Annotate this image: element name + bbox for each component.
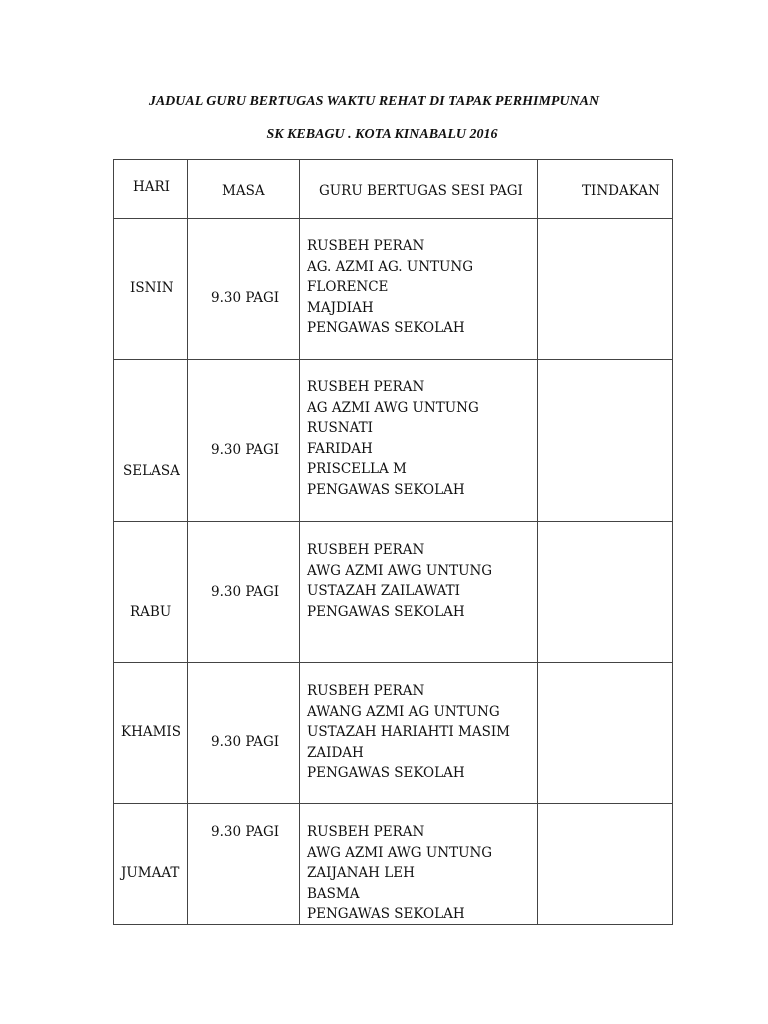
teacher-name: ZAIJANAH LEH [307,865,415,882]
teacher-name: ZAIDAH [307,744,364,761]
teachers-cell [300,219,538,360]
teacher-name: PENGAWAS SEKOLAH [307,603,465,620]
time-cell: 9.30 PAGI [188,522,300,663]
teacher-name: PENGAWAS SEKOLAH [307,906,465,923]
document-subtitle: SK KEBAGU . KOTA KINABALU 2016 [266,127,498,142]
teachers-cell [300,522,538,663]
table-row [114,219,673,360]
teacher-name: RUSBEH PERAN [307,379,425,395]
teachers-cell [300,360,538,522]
header-hari: HARI [114,160,188,219]
teacher-name: RUSBEH PERAN [307,683,425,699]
teacher-name: FARIDAH [307,440,373,457]
teacher-name: RUSBEH PERAN [307,238,425,254]
document-title: JADUAL GURU BERTUGAS WAKTU REHAT DI TAPAK PERHIMPUNAN [148,94,600,109]
time-cell: 9.30 PAGI [188,663,300,804]
teacher-name: AWANG AZMI AG UNTUNG [307,703,500,720]
time-cell: 9.30 PAGI [188,219,300,360]
table-row [114,360,673,522]
day-cell: SELASA [114,360,188,522]
teacher-name: PENGAWAS SEKOLAH [307,765,465,782]
teacher-name: PENGAWAS SEKOLAH [307,320,465,337]
table-row [114,804,673,925]
teacher-name: MAJDIAH [307,299,374,316]
teacher-name: USTAZAH ZAILAWATI [307,583,461,600]
header-guru: GURU BERTUGAS SESI PAGI [300,160,538,219]
teacher-name: AWG AZMI AWG UNTUNG [307,562,493,579]
table-header-row [114,160,673,219]
table-row [114,663,673,804]
day-cell: KHAMIS [114,663,188,804]
teacher-name: RUSBEH PERAN [307,542,425,558]
teacher-name: PENGAWAS SEKOLAH [307,481,465,498]
teachers-cell [300,663,538,804]
teacher-name: PRISCELLA M [307,461,407,478]
day-cell: JUMAAT [114,804,188,925]
header-tindakan: TINDAKAN [538,160,673,219]
header-masa: MASA [188,160,300,219]
duty-table [113,159,673,925]
action-cell [538,522,673,663]
teacher-name: AG AZMI AWG UNTUNG [307,399,479,416]
action-cell [538,360,673,522]
teacher-name: FLORENCE [307,279,389,296]
teacher-name: RUSBEH PERAN [307,824,425,840]
teacher-name: RUSNATI [307,420,373,437]
day-cell: ISNIN [114,219,188,360]
teacher-name: BASMA [307,885,360,902]
time-cell: 9.30 PAGI [188,360,300,522]
action-cell [538,219,673,360]
action-cell [538,663,673,804]
day-cell: RABU [114,522,188,663]
table-row [114,522,673,663]
teacher-name: AWG AZMI AWG UNTUNG [307,844,493,861]
time-cell: 9.30 PAGI [188,804,300,925]
teacher-name: USTAZAH HARIAHTI MASIM [307,724,510,741]
teacher-name: AG. AZMI AG. UNTUNG [307,258,474,275]
action-cell [538,804,673,925]
teachers-cell [300,804,538,925]
